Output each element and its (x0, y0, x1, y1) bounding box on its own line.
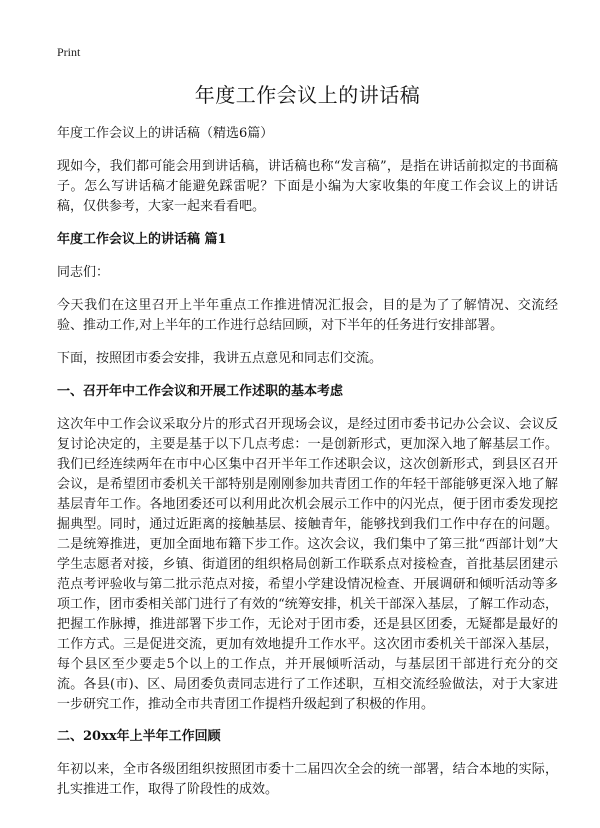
document-title: 年度工作会议上的讲话稿 (194, 83, 421, 107)
intro-paragraph: 现如今，我们都可能会用到讲话稿，讲话稿也称“发言稿”，是指在讲话前拟定的书面稿子。怎么写讲话稿才能避免踩雷呢？下面是小编为大家收集的年度工作会议上的讲话稿，仅供参考，大家一起来看看吧。 (57, 159, 558, 214)
paragraph-1: 今天我们在这里召开上半年重点工作推进情况汇报会，目的是为了了解情况、交流经验、推动工作,对上半年的工作进行总结回顾，对下半年的任务进行安排部署。 (57, 298, 558, 333)
heading-2: 二、20xx年上半年工作回顾 (57, 729, 221, 744)
section-title: 年度工作会议上的讲话稿 篇1 (57, 232, 227, 247)
paragraph-4: 年初以来，全市各级团组织按照团市委十二届四次全会的统一部署，结合本地的实际，扎实推进工作，取得了阶段性的成效。 (57, 762, 558, 797)
paragraph-3: 这次年中工作会议采取分片的形式召开现场会议，是经过团市委书记办公会议、会议反复讨论决定的，主要是基于以下几点考虑：一是创新形式，更加深入地了解基层工作。我们已经连续两年在市中心区集中召开半年工作述职会议，这次创新形式，到县区召开会议，是希望团市委机关干部特别是刚刚参加共青团工作的年轻干部能够更深入地了解基层青年工作。各地团委还可以利用此次机会展示工作中的闪光点，便于团市委发现挖掘典型。同时，通过近距离的接触基层、接触青年，能够找到我们工作中存在的问题。二是统筹推进，更加全面地布籍下步工作。这次会议，我们集中了第三批“西部计划”大学生志愿者对接，乡镇、街道团的组织格局创新工作联系点对接检查，首批基层团建示范点考评验收与第二批示范点对接，希望小学建设情况检查、开展调研和倾听活动等多项工作，团市委相关部门进行了有效的“统筹安排，机关干部深入基层，了解工作动态，把握工作脉搏，推进部署下步工作，无论对于团市委，还是县区团委，无疑都是最好的工作方式。三是促进交流，更加有效地提升工作水平。这次团市委机关干部深入基层，每个县区至少要走5个以上的工作点，并开展倾听活动，与基层团干部进行充分的交流。各县(市)、区、局团委负责同志进行了工作述职，互相交流经验做法，对于大家进一步研究工作，推动全市共青团工作提档升级起到了积极的作用。 (57, 417, 558, 712)
print-label: Print (57, 45, 81, 59)
document-subtitle: 年度工作会议上的讲话稿（精选6篇） (57, 126, 274, 141)
salutation: 同志们： (57, 265, 110, 280)
paragraph-2: 下面，按照团市委会安排，我讲五点意见和同志们交流。 (57, 351, 383, 366)
heading-1: 一、召开年中工作会议和开展工作述职的基本考虑 (57, 384, 344, 399)
